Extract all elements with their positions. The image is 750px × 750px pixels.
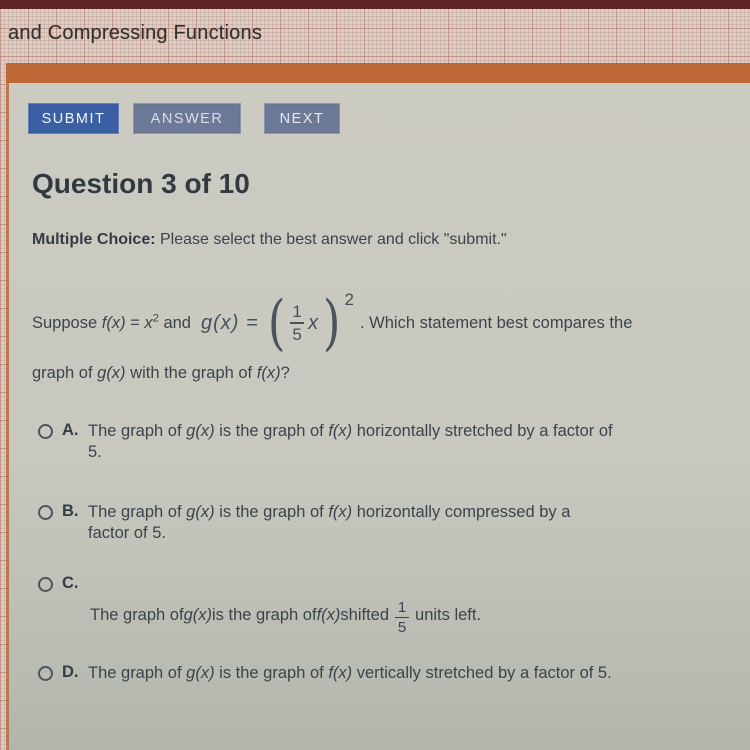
open-paren: ( [267, 288, 286, 358]
radio-option-c[interactable] [38, 577, 53, 592]
question-prompt-line1 [32, 283, 632, 363]
fraction-bar [290, 322, 304, 324]
option-text-c: The graph of g(x) is the graph of f(x) shifted $\frac{1}{5}$ units left. [90, 599, 482, 636]
prompt-pre: Suppose $f(x) = x^2$ and [32, 312, 191, 332]
orange-divider-bar [6, 63, 750, 83]
question-title: Question 3 of 10 [32, 168, 250, 199]
option-letter-a: A. [62, 421, 79, 439]
equation-variable: x [308, 311, 319, 334]
answer-button[interactable]: ANSWER [133, 103, 241, 134]
option-a-line2: 5. [88, 443, 102, 462]
option-text-d [88, 663, 736, 684]
option-row-a [38, 421, 736, 463]
option-b-line2: factor of 5. [88, 524, 166, 543]
option-text-a [88, 421, 736, 463]
question-panel [9, 83, 750, 750]
one-fifth-fraction [290, 302, 304, 344]
browser-top-bar [0, 0, 750, 9]
next-button[interactable]: NEXT [264, 103, 340, 134]
fraction-denominator: 5 [292, 325, 302, 344]
g-of-x-equation [201, 289, 354, 357]
inline-fraction: $\frac{1}{5}$ [395, 599, 409, 636]
option-c-header [38, 574, 710, 593]
option-a-line1: The graph of g(x) is the graph of f(x) horizontally stretched by a factor of [88, 422, 613, 440]
option-row-c [38, 574, 710, 634]
option-row-b [38, 502, 736, 544]
option-text-b [88, 502, 736, 544]
prompt-post: . Which statement best compares the [360, 313, 633, 332]
option-letter-d: D. [62, 663, 79, 681]
option-b-line1: The graph of g(x) is the graph of f(x) horizontally compressed by a [88, 503, 571, 521]
radio-option-a[interactable] [38, 424, 53, 439]
submit-button[interactable]: SUBMIT [28, 103, 119, 134]
instruction-rest: Please select the best answer and click "submit." [155, 231, 507, 248]
toolbar [28, 103, 340, 134]
equation-exponent: 2 [344, 290, 354, 309]
option-row-d [38, 663, 736, 684]
close-paren: ) [323, 288, 341, 358]
fraction-numerator: 1 [292, 302, 302, 321]
instruction-text [32, 231, 507, 249]
question-prompt-line2: graph of g(x) with the graph of f(x)? [32, 364, 290, 382]
equation-inner [288, 302, 320, 344]
instruction-bold: Multiple Choice: [32, 231, 156, 248]
lesson-title: and Compressing Functions [8, 22, 263, 44]
option-d-line1: The graph of g(x) is the graph of f(x) vertically stretched by a factor of 5. [88, 664, 612, 682]
radio-option-d[interactable] [38, 666, 53, 681]
equation-lhs: g(x) = [201, 311, 259, 334]
radio-option-b[interactable] [38, 505, 53, 520]
option-letter-b: B. [62, 502, 79, 520]
option-letter-c: C. [62, 574, 79, 592]
